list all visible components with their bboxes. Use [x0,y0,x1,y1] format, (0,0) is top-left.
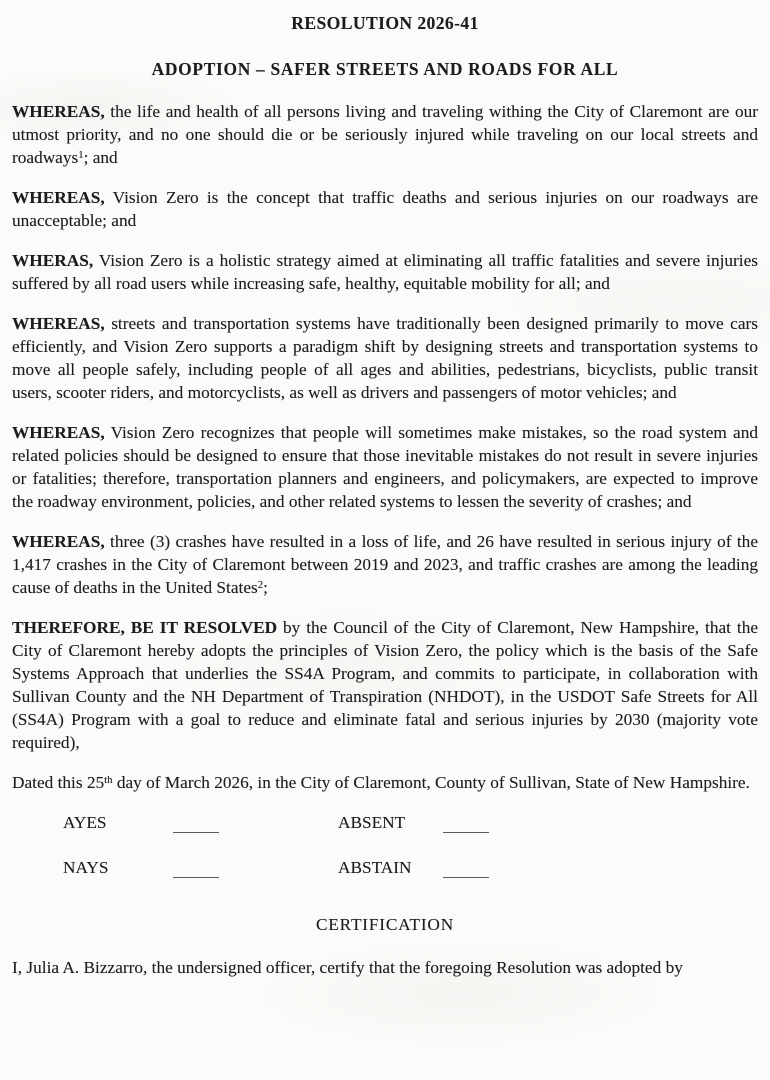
paragraph-lead: WHEREAS, [12,423,105,442]
superscript-note-ref: 1 [78,149,84,162]
paragraph-text: Dated this 25 [12,773,105,792]
paragraph [12,421,758,513]
ayes-blank-line [173,811,219,833]
certification-body: I, Julia A. Bizzarro, the undersigned officer, certify that the foregoing Resolution was adopted by [12,958,683,977]
paragraph [12,771,758,794]
paragraph-lead: WHEREAS, [12,532,105,551]
paragraph-lead: WHERAS, [12,251,94,270]
paragraph-text: by the Council of the City of Claremont, New Hampshire, that the City of Claremont hereby adopts the principles of Vision Zero, the policy which is the basis of the Safe Systems Approach that underlies the SS4A Program, and commits to participate, in collaboration with Sullivan County and the NH Department of Transpiration (NHDOT), in the USDOT Safe Streets for All (SS4A) Program with a goal to reduce and eliminate fatal and serious injuries by 2030 (majority vote required), [12,618,759,752]
resolution-body [12,100,758,794]
paragraph [12,312,758,404]
certification-heading: CERTIFICATION [315,915,454,934]
paragraph-lead: WHEREAS, [12,188,105,207]
paragraph [12,530,758,599]
resolution-subtitle: ADOPTION – SAFER STREETS AND ROADS FOR ALL [151,59,619,79]
paragraph [12,249,758,295]
resolution-title: RESOLUTION 2026-41 [291,13,479,33]
paragraph-text: Vision Zero recognizes that people will sometimes make mistakes, so the road system and related policies should be designed to ensure that those inevitable mistakes do not result in severe injuries or fatalities; therefore, transportation planners and engineers, and policymakers, are expected to improve the roadway environment, policies, and other related systems to lessen the severity of crashes; and [12,423,758,511]
paragraph [12,100,758,169]
nays-label: NAYS [63,858,109,877]
paragraph-text: day of March 2026, in the City of Claremont, County of Sullivan, State of New Hampshire. [112,773,750,792]
paragraph [12,186,758,232]
superscript-note-ref: th [104,774,113,787]
paragraph-lead: WHEREAS, [12,102,105,121]
paragraph-lead: THEREFORE, BE IT RESOLVED [12,618,278,637]
paragraph-text: Vision Zero is the concept that traffic deaths and serious injuries on our roadways are unacceptable; and [12,188,758,230]
paragraph-text: streets and transportation systems have traditionally been designed primarily to move cars efficiently, and Vision Zero supports a paradigm shift by designing streets and transportation systems to move all people safely, including people of all ages and abilities, pedestrians, bicyclists, public transit users, scooter riders, and motorcyclists, as well as drivers and passengers of motor vehicles; and [12,314,758,402]
paragraph-lead: WHEREAS, [12,314,105,333]
paragraph-text: Vision Zero is a holistic strategy aimed at eliminating all traffic fatalities and severe injuries suffered by all road users while increasing safe, healthy, equitable mobility for all; and [12,251,758,293]
vote-row-ayes-absent [63,811,758,856]
abstain-label: ABSTAIN [338,858,412,877]
paragraph [12,616,758,754]
paragraph-text: three (3) crashes have resulted in a loss of life, and 26 have resulted in serious injury of the 1,417 crashes in the City of Claremont between 2019 and 2023, and traffic crashes are among the leading cause of deaths in the United States [12,532,758,597]
paragraph-text: the life and health of all persons living and traveling withing the City of Claremont are our utmost priority, and no one should die or be seriously injured while traveling on our local streets and roadways [12,102,758,167]
paragraph-text: ; [263,578,268,597]
absent-label: ABSENT [338,813,406,832]
vote-tally-section [12,811,758,901]
nays-blank-line [173,856,219,878]
abstain-blank-line [443,856,489,878]
ayes-label: AYES [63,813,107,832]
superscript-note-ref: 2 [257,579,264,592]
vote-row-nays-abstain [63,856,758,901]
absent-blank-line [443,811,489,833]
paragraph-text: ; and [83,148,118,167]
